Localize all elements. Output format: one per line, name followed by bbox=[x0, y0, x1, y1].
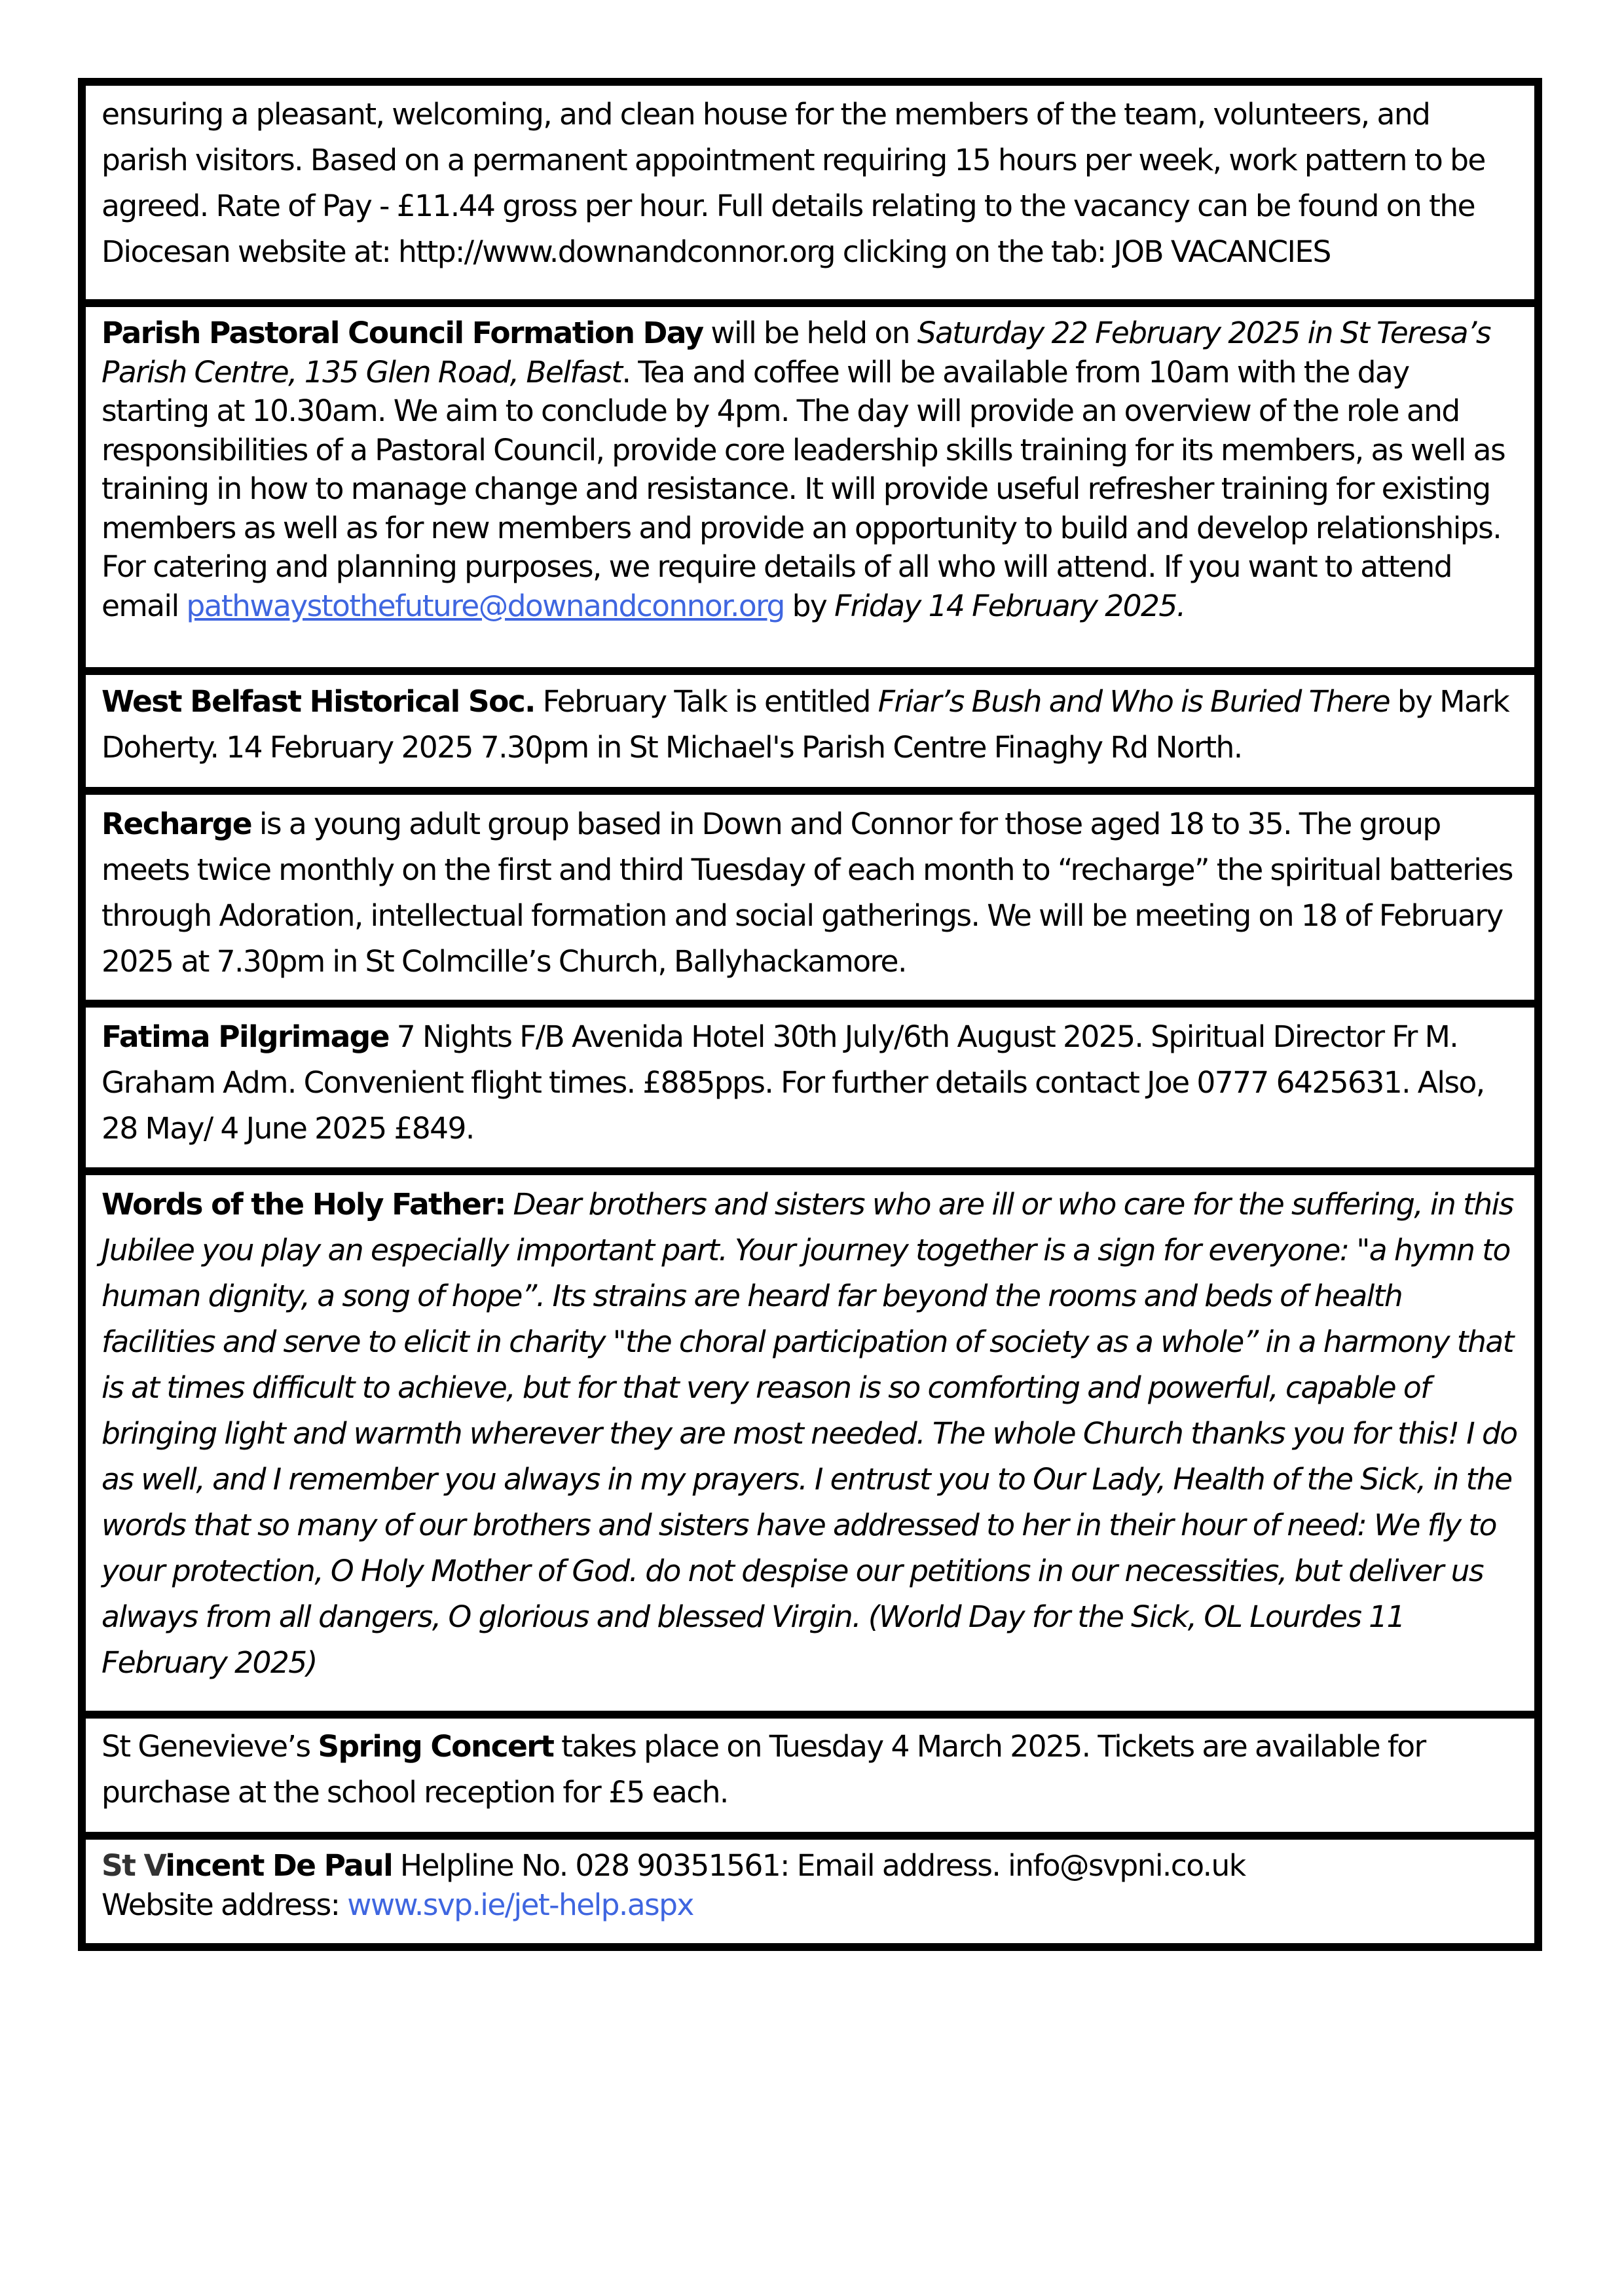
holy-father-quote: Dear brothers and sisters who are ill or who care for the suffering, in this Jubilee you play an especially important part. Your journey together is a sign for everyone: "a hymn to human dignity, a song of hope”. Its strains are heard far beyond the rooms and beds of health facilities and serve to elicit in charity "the choral participation of society as a whole” in a harmony that is at times difficult to achieve, but for that very reason is so comforting and powerful, capable of bringing light and warmth wherever they are most needed. The whole Church thanks you for this! I do as well, and I remember you always in my prayers. I entrust you to Our Lady, Health of the Sick, in the words that so many of our brothers and sisters have addressed to her in their hour of need: We fly to your protection, O Holy Mother of God. do not despise our petitions in our necessities, but deliver us always from all dangers, O glorious and blessed Virgin. (World Day for the Sick, OL Lourdes 11 February 2025) bbox=[101, 1187, 1517, 1680]
historical-society-talk-title: Friar’s Bush and Who is Buried There bbox=[877, 684, 1390, 719]
pastoral-council-email-link[interactable]: pathwaystothefuture@downandconnor.org bbox=[186, 588, 784, 623]
svp-line-2 bbox=[101, 1886, 1520, 1925]
recharge-title: Recharge bbox=[101, 807, 252, 841]
svp-body: Helpline No. 028 90351561: Email address. info@svpni.co.uk bbox=[392, 1848, 1246, 1883]
pastoral-council-title: Parish Pastoral Council Formation Day bbox=[101, 316, 703, 350]
historical-society-intro: February Talk is entitled bbox=[534, 684, 878, 719]
notice-st-vincent-de-paul bbox=[86, 1832, 1534, 1943]
spring-concert-title: Spring Concert bbox=[318, 1729, 554, 1764]
fatima-body: 7 Nights F/B Avenida Hotel 30th July/6th August 2025. Spiritual Director Fr M. Graham Adm. Convenient flight times. £885pps. For further details contact Joe 0777 6425631. Also, 28 May/ 4 June 2025 £849. bbox=[101, 1019, 1485, 1146]
notice-job-vacancy bbox=[86, 86, 1534, 299]
notices-frame bbox=[78, 78, 1542, 1951]
recharge-body: is a young adult group based in Down and Connor for those aged 18 to 35. The group meets twice monthly on the first and third Tuesday of each month to “recharge” the spiritual batteries through Adoration, intellectual formation and social gatherings. We will be meeting on 18 of February 2025 at 7.30pm in St Colmcille’s Church, Ballyhackamore. bbox=[101, 807, 1513, 979]
historical-society-body: by Mark Doherty. 14 February 2025 7.30pm in St Michael's Parish Centre Finaghy Rd North. bbox=[101, 684, 1509, 765]
holy-father-paragraph bbox=[101, 1182, 1520, 1686]
svp-website-label: Website address: bbox=[101, 1887, 348, 1922]
recharge-paragraph bbox=[101, 801, 1520, 985]
fatima-paragraph bbox=[101, 1014, 1520, 1152]
notice-historical-society bbox=[86, 667, 1534, 787]
svp-line-1 bbox=[101, 1846, 1520, 1886]
fatima-title: Fatima Pilgrimage bbox=[101, 1019, 389, 1054]
svp-title-st: St V bbox=[101, 1848, 166, 1883]
notice-spring-concert bbox=[86, 1711, 1534, 1832]
spring-concert-prefix: St Genevieve’s bbox=[101, 1729, 318, 1764]
spring-concert-paragraph bbox=[101, 1724, 1520, 1815]
notice-holy-father bbox=[86, 1167, 1534, 1711]
historical-society-title: West Belfast Historical Soc. bbox=[101, 684, 535, 719]
historical-society-paragraph bbox=[101, 679, 1520, 771]
pastoral-council-paragraph bbox=[101, 314, 1520, 625]
notice-recharge bbox=[86, 787, 1534, 1000]
pastoral-council-body: . Tea and coffee will be available from 10am with the day starting at 10.30am. We aim to conclude by 4pm. The day will provide an overview of the role and responsibilities of a Pastoral Council, provide core leadership skills training for its members, as well as training in how to manage change and resistance. It will provide useful refresher training for existing members as well as for new members and provide an opportunity to build and develop relationships. For catering and planning purposes, we require details of all who will attend. If you want to attend email bbox=[101, 354, 1505, 623]
spring-concert-body: takes place on Tuesday 4 March 2025. Tickets are available for purchase at the school reception for £5 each. bbox=[101, 1729, 1426, 1810]
pastoral-council-deadline: Friday 14 February 2025. bbox=[834, 588, 1185, 623]
job-vacancy-text: ensuring a pleasant, welcoming, and clean house for the members of the team, volunteers, and parish visitors. Based on a permanent appointment requiring 15 hours per week, work pattern to be agreed. Rate of Pay - £11.44 gross per hour. Full details relating to the vacancy can be found on the Diocesan website at: http://www.downandconnor.org clicking on the tab: JOB VACANCIES bbox=[101, 97, 1485, 269]
holy-father-title: Words of the Holy Father: bbox=[101, 1187, 506, 1222]
svp-website-link[interactable]: www.svp.ie/jet-help.aspx bbox=[347, 1887, 693, 1922]
notice-pastoral-council bbox=[86, 299, 1534, 667]
pastoral-council-by: by bbox=[784, 588, 835, 623]
notice-fatima-pilgrimage bbox=[86, 1000, 1534, 1167]
pastoral-council-date-venue: Saturday 22 February 2025 in St Teresa’s Parish Centre, 135 Glen Road, Belfast bbox=[101, 316, 1490, 390]
svp-title-rest: incent De Paul bbox=[165, 1848, 393, 1883]
pastoral-council-intro: will be held on bbox=[703, 316, 917, 350]
